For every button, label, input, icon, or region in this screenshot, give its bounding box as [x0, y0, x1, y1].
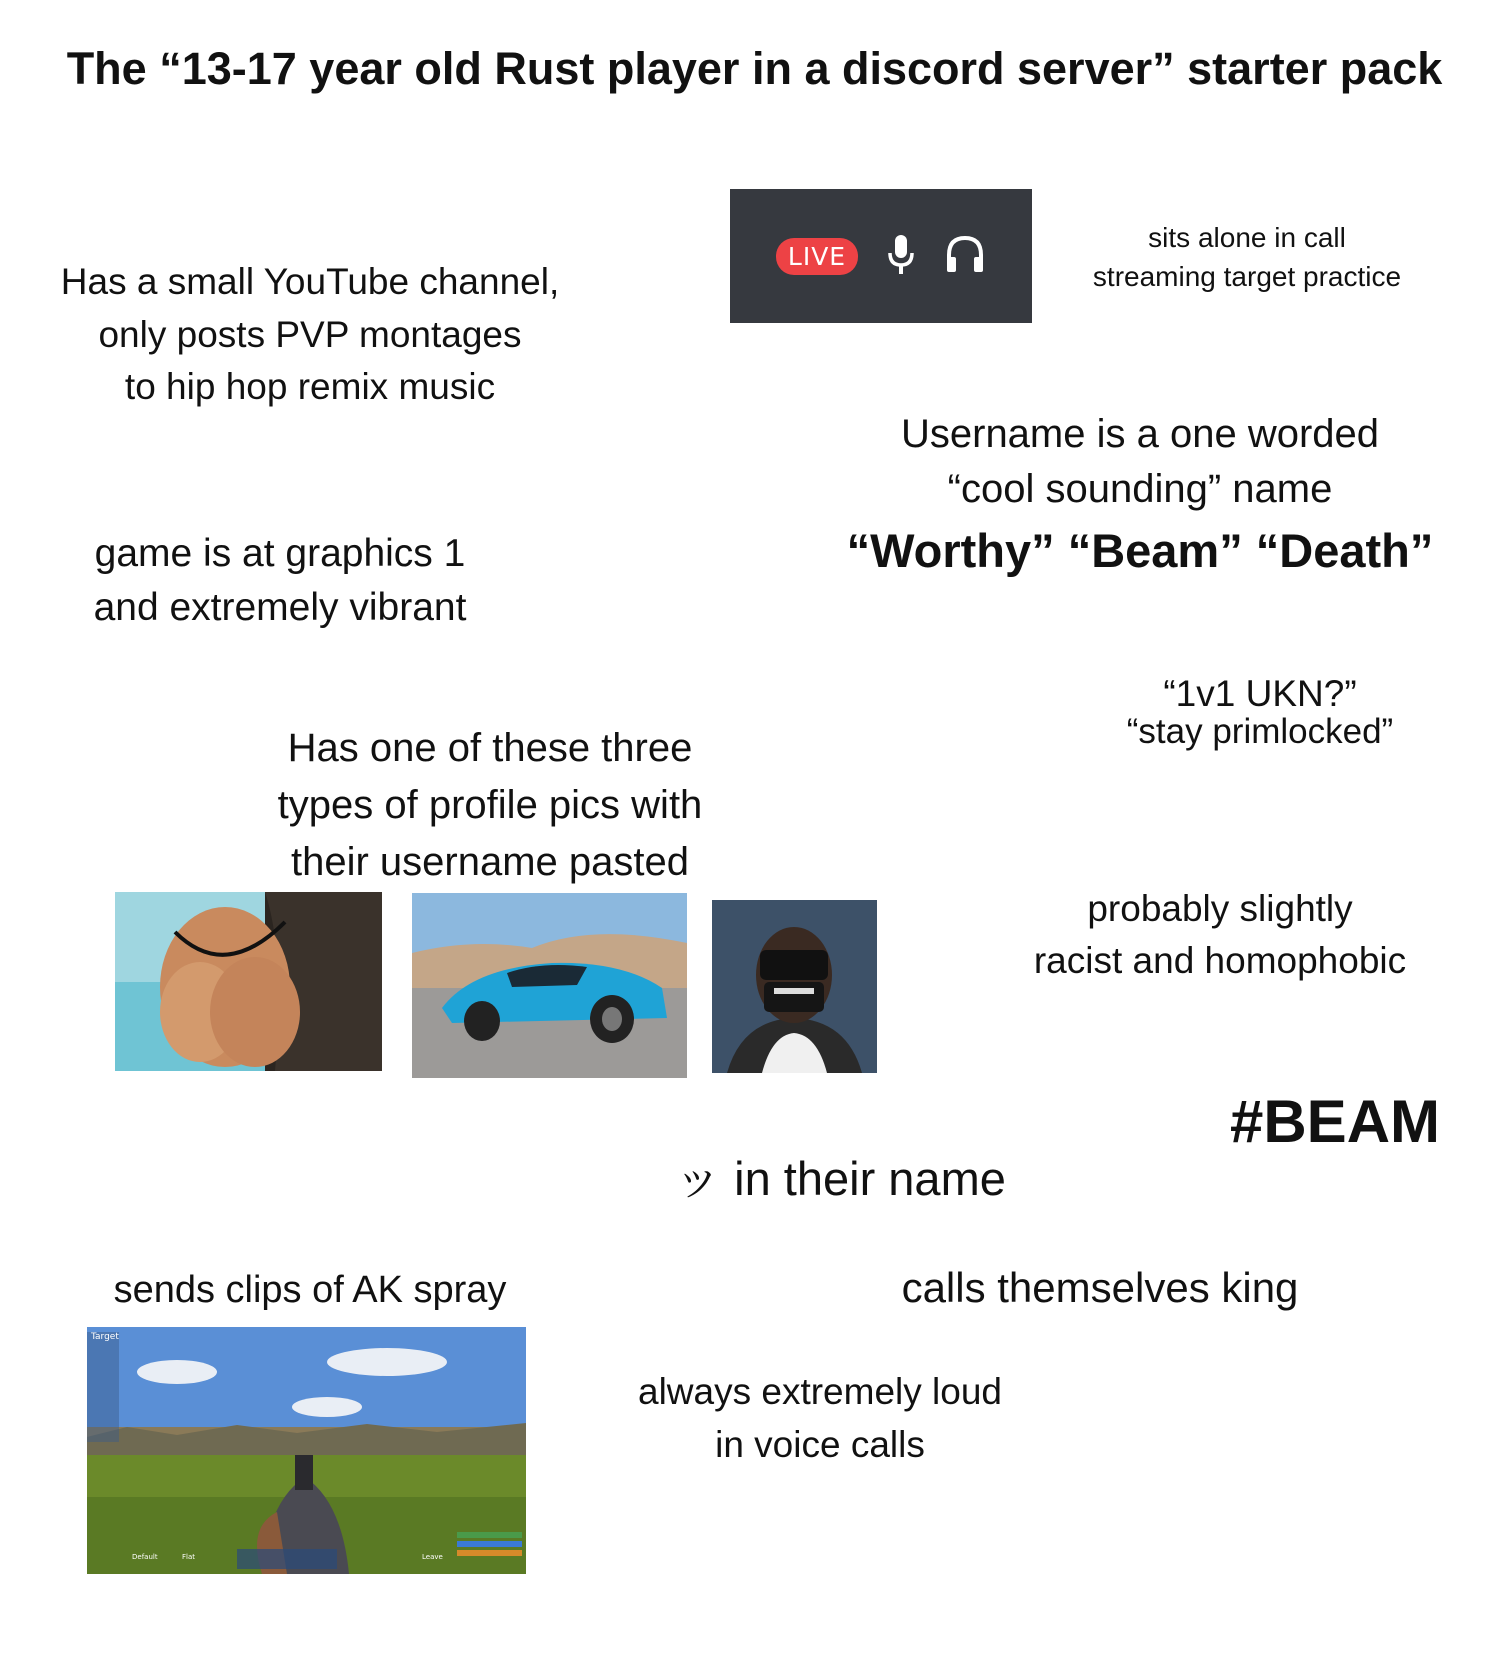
- caption-line: “1v1 UKN?”: [1163, 673, 1357, 714]
- caption-line: sits alone in call: [1148, 222, 1346, 253]
- masked-character-profile-pic: [712, 900, 877, 1073]
- page-title: The “13-17 year old Rust player in a discord server” starter pack: [66, 43, 1443, 94]
- game-bottom-label: Flat: [182, 1553, 196, 1561]
- live-badge: LIVE: [776, 238, 858, 275]
- game-top-label: Target: [91, 1332, 119, 1342]
- microphone-icon: [886, 233, 916, 280]
- pfp-caption: [220, 720, 760, 890]
- game-bottom-label: Default: [132, 1553, 158, 1561]
- caption-line: their username pasted: [290, 839, 689, 884]
- racist-caption: [1000, 883, 1440, 987]
- headphones-icon: [944, 233, 986, 280]
- car-profile-pic: [412, 893, 687, 1078]
- caption-line: Username is a one worded: [900, 412, 1380, 456]
- caption-line: types of profile pics with: [277, 782, 703, 827]
- caption-line: streaming target practice: [1092, 261, 1402, 293]
- username-examples: “Worthy” “Beam” “Death”: [846, 524, 1434, 578]
- graphics-caption: [45, 527, 515, 635]
- caption-line: game is at graphics 1: [94, 532, 466, 575]
- ukn-caption: [1070, 675, 1450, 751]
- beach-profile-pic: [115, 892, 382, 1071]
- loud-caption: [600, 1366, 1040, 1471]
- game-bottom-label: Leave: [422, 1553, 443, 1561]
- caption-line: only posts PVP montages: [98, 313, 522, 355]
- caption-line: racist and homophobic: [1033, 939, 1407, 981]
- call-caption: [1052, 218, 1442, 296]
- king-caption: calls themselves king: [901, 1264, 1299, 1311]
- tsu-caption: ッ in their name: [674, 1152, 1006, 1205]
- username-caption: [820, 407, 1460, 584]
- rust-game-screenshot: [87, 1327, 526, 1574]
- discord-voice-bar: [730, 189, 1032, 323]
- caption-line: Has one of these three: [287, 726, 693, 770]
- caption-line: to hip hop remix music: [124, 366, 496, 408]
- caption-line: probably slightly: [1087, 888, 1353, 929]
- caption-line: and extremely vibrant: [93, 585, 467, 629]
- caption-line: Has a small YouTube channel,: [60, 261, 560, 302]
- caption-line: always extremely loud: [638, 1371, 1002, 1412]
- ak-caption: sends clips of AK spray: [113, 1269, 507, 1311]
- caption-line: “cool sounding” name: [947, 467, 1333, 512]
- caption-line: in voice calls: [715, 1423, 925, 1465]
- beam-hashtag: #BEAM: [1229, 1088, 1440, 1155]
- caption-line: “stay primlocked”: [1126, 711, 1394, 751]
- youtube-caption: [20, 256, 600, 414]
